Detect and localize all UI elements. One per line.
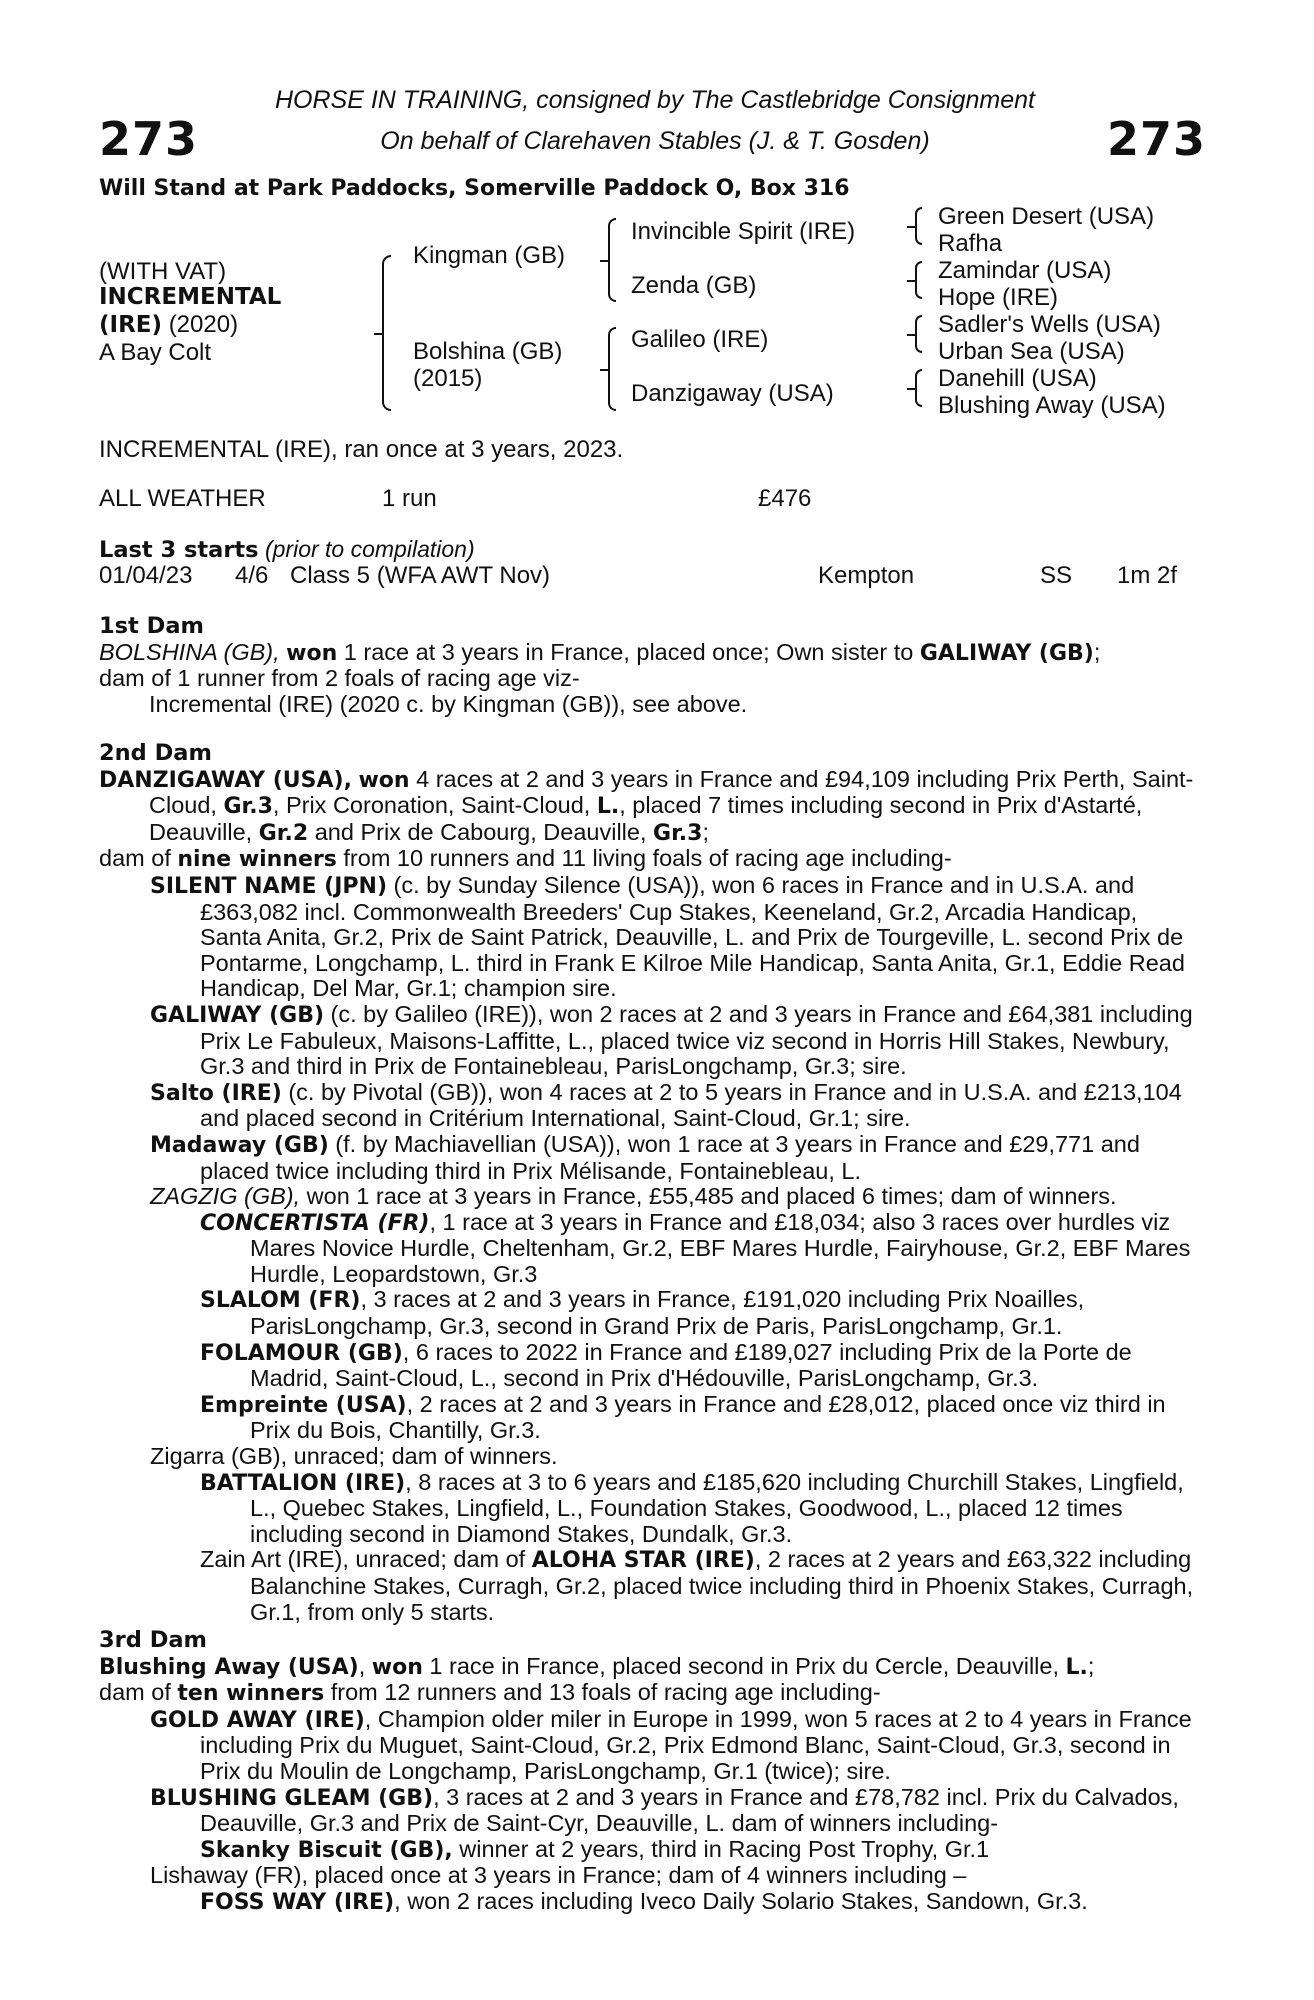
vendor-line: On behalf of Clarehaven Stables (J. & T. Gosden) — [380, 127, 930, 155]
record-surface: ALL WEATHER — [99, 485, 266, 512]
stand-location: Will Stand at Park Paddocks, Somerville Paddock O, Box 316 — [99, 176, 850, 201]
produce-zain-art: Zain Art (IRE), unraced; dam of ALOHA STAR (IRE), 2 races at 2 years and £63,322 including Balanchine Stakes, Curragh, Gr.2, placed twice including third in Phoenix Stakes, Curragh, Gr.1, from only 5 starts. — [200, 1546, 1194, 1625]
vat-label: (WITH VAT) — [99, 258, 227, 285]
sire-sire: Invincible Spirit (IRE) — [631, 218, 856, 245]
pedigree-brace-3d — [915, 369, 922, 407]
horse-description: A Bay Colt — [99, 339, 212, 366]
produce-battalion: BATTALION (IRE), 8 races at 3 to 6 years and £185,620 including Churchill Stakes, Lingfield, L., Quebec Stakes, Lingfield, L., Foundation Stakes, Goodwood, L., placed 12 times including second in Diamond Stakes, Dundalk, Gr.3. — [200, 1468, 1184, 1547]
start-race: Class 5 (WFA AWT Nov) — [290, 562, 551, 589]
lot-number-right: 273 — [1106, 112, 1206, 166]
third-dam-produce: dam of ten winners from 12 runners and 13 foals of racing age including- — [99, 1679, 881, 1707]
produce-lishaway: Lishaway (FR), placed once at 3 years in France; dam of 4 winners including – — [150, 1862, 967, 1889]
dam-year: (2015) — [413, 365, 483, 392]
first-dam-section — [99, 614, 1205, 717]
produce-salto: Salto (IRE) (c. by Pivotal (GB)), won 4 races at 2 to 5 years in France and in U.S.A. and £213,104 and placed second in Critérium International, Saint-Cloud, Gr.1; sire. — [150, 1078, 1182, 1132]
produce-silent-name: SILENT NAME (JPN) (c. by Sunday Silence (USA)), won 6 races in France and in U.S.A. and £363,082 incl. Commonwealth Breeders' Cup Stakes, Keeneland, Gr.2, Arcadia Handicap, Santa Anita, Gr.2, Prix de Saint Patrick, Deauville, L. and Prix de Tourgeville, L. second Prix de Pontarme, Longchamp, L. third in Frank E Kilroe Mile Handicap, Santa Anita, Gr.1, Eddie Read Handicap, Del Mar, Gr.1; champion sire. — [150, 871, 1185, 1002]
produce-empreinte: Empreinte (USA), 2 races at 2 and 3 years in France and £28,012, placed once viz third in Prix du Bois, Chantilly, Gr.3. — [200, 1390, 1166, 1444]
lot-number-left: 273 — [99, 112, 199, 166]
produce-blushing-gleam: BLUSHING GLEAM (GB), 3 races at 2 and 3 years in France and £78,782 incl. Prix du Calvados, Deauville, Gr.3 and Prix de Saint-Cyr, Deauville, L. dam of winners including- — [150, 1783, 1179, 1837]
gg-8: Blushing Away (USA) — [938, 392, 1166, 419]
first-dam-heading: 1st Dam — [99, 613, 204, 639]
second-dam-heading: 2nd Dam — [99, 740, 212, 766]
third-dam-section — [99, 1628, 1205, 1916]
record-runs: 1 run — [382, 485, 437, 512]
start-going: SS — [1040, 562, 1073, 589]
pedigree-brace-3b — [915, 261, 922, 299]
horse-origin: (IRE) (2020) — [99, 311, 239, 338]
dam-name: Bolshina (GB) — [413, 338, 563, 365]
second-dam-record: DANZIGAWAY (USA), won 4 races at 2 and 3 years in France and £94,109 including Prix Perth, Saint-Cloud, Gr.3, Prix Coronation, Saint-Cloud, L., placed 7 times including second in Prix d'Astarté, Deauville, Gr.2 and Prix de Cabourg, Deauville, Gr.3; — [99, 765, 1194, 846]
first-dam-produce: dam of 1 runner from 2 foals of racing age viz- — [99, 665, 580, 692]
gg-3: Zamindar (USA) — [938, 257, 1112, 284]
third-dam-heading: 3rd Dam — [99, 1627, 207, 1653]
race-summary: INCREMENTAL (IRE), ran once at 3 years, 2023. — [99, 436, 624, 463]
record-earnings: £476 — [758, 485, 812, 512]
produce-skanky-biscuit: Skanky Biscuit (GB), winner at 2 years, third in Racing Post Trophy, Gr.1 — [200, 1835, 990, 1863]
produce-zagzig: ZAGZIG (GB), won 1 race at 3 years in France, £55,485 and placed 6 times; dam of winners. — [150, 1183, 1117, 1210]
start-distance: 1m 2f — [1117, 562, 1178, 589]
gg-4: Hope (IRE) — [938, 284, 1059, 311]
produce-gold-away: GOLD AWAY (IRE), Champion older miler in Europe in 1999, won 5 races at 2 to 4 years in France including Prix du Muguet, Saint-Cloud, Gr.2, Prix Edmond Blanc, Saint-Cloud, Gr.3, second in Prix du Moulin de Longchamp, ParisLongchamp, Gr.1 (twice); sire. — [150, 1705, 1192, 1784]
produce-madaway: Madaway (GB) (f. by Machiavellian (USA)), won 1 race at 3 years in France and £29,771 and placed twice including third in Prix Mélisande, Fontainebleau, L. — [150, 1130, 1140, 1184]
gg-2: Rafha — [938, 230, 1003, 257]
start-position: 4/6 — [235, 562, 269, 589]
first-dam-foal: Incremental (IRE) (2020 c. by Kingman (GB)), see above. — [149, 690, 748, 717]
sire-dam: Zenda (GB) — [631, 272, 757, 299]
second-dam-produce: dam of nine winners from 10 runners and 11 living foals of racing age including- — [99, 845, 952, 873]
produce-concertista: CONCERTISTA (FR), 1 race at 3 years in France and £18,034; also 3 races over hurdles viz Mares Novice Hurdle, Cheltenham, Gr.2, EBF Mares Hurdle, Fairyhouse, Gr.2, EBF Mares Hurdle, Leopardstown, Gr.3 — [200, 1208, 1191, 1287]
gg-7: Danehill (USA) — [938, 365, 1097, 392]
gg-5: Sadler's Wells (USA) — [938, 311, 1161, 338]
last-starts-heading: Last 3 starts (prior to compilation) — [99, 536, 475, 563]
start-course: Kempton — [818, 562, 915, 589]
pedigree-brace-1 — [382, 255, 391, 411]
third-dam-record: Blushing Away (USA), won 1 race in France, placed second in Prix du Cercle, Deauville, L.; — [99, 1652, 1095, 1680]
gg-1: Green Desert (USA) — [938, 203, 1155, 230]
second-dam-section — [99, 741, 1205, 1625]
dam-dam: Danzigaway (USA) — [631, 380, 834, 407]
consignor-line: HORSE IN TRAINING, consigned by The Castlebridge Consignment — [274, 86, 1036, 114]
horse-name: INCREMENTAL — [99, 284, 282, 310]
produce-folamour: FOLAMOUR (GB), 6 races to 2022 in France and £189,027 including Prix de la Porte de Madrid, Saint-Cloud, L., second in Prix d'Hédouville, ParisLongchamp, Gr.3. — [200, 1338, 1132, 1392]
produce-foss-way: FOSS WAY (IRE), won 2 races including Iveco Daily Solario Stakes, Sandown, Gr.3. — [200, 1887, 1088, 1915]
start-date: 01/04/23 — [99, 562, 193, 589]
gg-6: Urban Sea (USA) — [938, 338, 1125, 365]
pedigree-brace-2a — [608, 218, 616, 302]
dam-sire: Galileo (IRE) — [631, 326, 769, 353]
pedigree-brace-3a — [915, 207, 922, 245]
pedigree-brace-3c — [915, 315, 922, 353]
sire: Kingman (GB) — [413, 242, 566, 269]
first-dam-line: BOLSHINA (GB), won 1 race at 3 years in France, placed once; Own sister to GALIWAY (GB); — [99, 638, 1101, 666]
pedigree-brace-2b — [608, 327, 616, 411]
produce-galiway: GALIWAY (GB) (c. by Galileo (IRE)), won 2 races at 2 and 3 years in France and £64,381 including Prix Le Fabuleux, Maisons-Laffitte, L., placed twice viz second in Horris Hill Stakes, Newbury, Gr.3 and third in Prix de Fontainebleau, ParisLongchamp, Gr.3; sire. — [150, 1000, 1193, 1080]
produce-zigarra: Zigarra (GB), unraced; dam of winners. — [150, 1443, 558, 1470]
produce-slalom: SLALOM (FR), 3 races at 2 and 3 years in France, £191,020 including Prix Noailles, ParisLongchamp, Gr.3, second in Grand Prix de Paris, ParisLongchamp, Gr.1. — [200, 1286, 1085, 1340]
